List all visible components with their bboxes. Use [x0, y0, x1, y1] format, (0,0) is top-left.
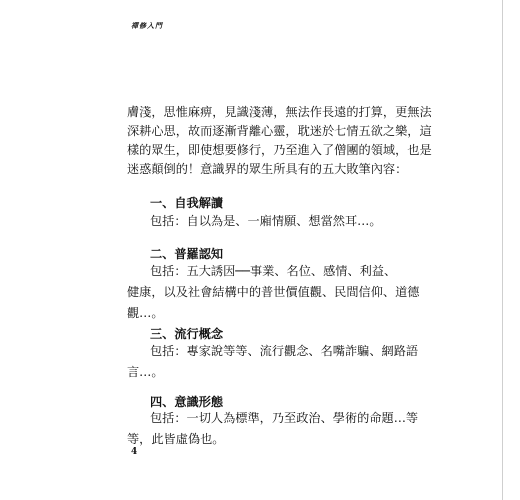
section-heading-popular-concepts: 三、流行概念 [150, 327, 224, 341]
page-edge-divider [502, 0, 503, 500]
section-body-ideology [127, 408, 419, 450]
section-heading-common-cognition: 二、普羅認知 [150, 247, 224, 261]
intro-line: 深耕心思，故而逐漸背離心靈，耽迷於七情五欲之樂，這 [127, 124, 432, 138]
section-line: 等，此皆虛偽也。 [127, 432, 225, 446]
page-number: 4 [131, 447, 138, 457]
section-heading-ideology: 四、意識形態 [150, 395, 224, 409]
intro-line: 樣的眾生，即使想要修行，乃至進入了僧團的領域，也是 [127, 143, 432, 157]
section-line: 健康，以及社會結構中的普世價值觀、民間信仰、道德 [127, 285, 420, 299]
intro-line: 膚淺，思惟麻痹，見識淺薄，無法作長遠的打算，更無法 [127, 105, 432, 119]
intro-line: 迷惑顛倒的！意識界的眾生所具有的五大敗筆內容： [127, 162, 408, 176]
section-line: 包括：五大誘因──事業、名位、感情、利益、 [150, 264, 397, 278]
section-body-popular-concepts [127, 341, 419, 383]
section-body-common-cognition [127, 261, 420, 324]
section-heading-self-interpretation: 一、自我解讀 [150, 196, 224, 210]
intro-paragraph [127, 103, 432, 179]
section-line: 包括：一切人為標準，乃至政治、學術的命題…等 [150, 411, 419, 425]
section-line: 包括：專家說等等、流行觀念、名嘴詐騙、網路語 [150, 344, 419, 358]
section-line: 包括：自以為是、一廂情願、想當然耳…。 [150, 214, 382, 228]
section-line: 言…。 [127, 365, 164, 379]
running-header: 禪修入門 [131, 21, 163, 30]
section-line: 觀…。 [127, 306, 164, 320]
section-body-self-interpretation [127, 211, 397, 232]
